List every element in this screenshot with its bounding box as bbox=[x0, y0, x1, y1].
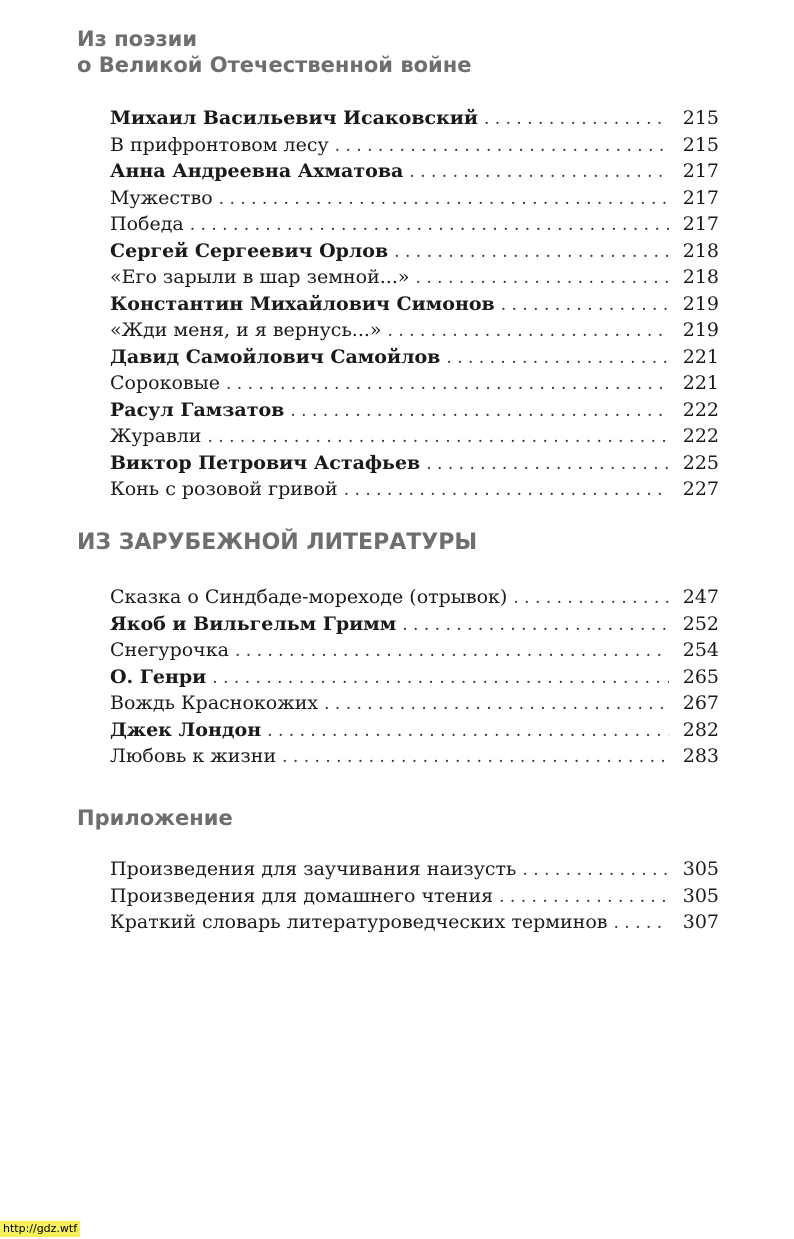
toc-entry[interactable] bbox=[110, 370, 719, 397]
toc-entry[interactable] bbox=[110, 132, 719, 159]
entry-page: 215 bbox=[669, 105, 719, 132]
entry-title: «Его зарыли в шар земной...» bbox=[110, 264, 416, 291]
section-title-appendix bbox=[77, 805, 233, 831]
toc-entry[interactable] bbox=[110, 264, 719, 291]
entry-title: Сороковые bbox=[110, 370, 226, 397]
dot-leader bbox=[522, 857, 669, 884]
toc-entry[interactable] bbox=[110, 637, 719, 664]
toc-entry[interactable] bbox=[110, 476, 719, 503]
entry-page: 222 bbox=[669, 397, 719, 424]
dot-leader bbox=[267, 718, 669, 745]
dot-leader bbox=[409, 159, 669, 186]
toc-entry[interactable] bbox=[110, 105, 719, 132]
entry-page: 282 bbox=[669, 717, 719, 744]
dot-leader bbox=[212, 665, 669, 692]
dot-leader bbox=[388, 318, 669, 345]
section-title-line: ИЗ ЗАРУБЕЖНОЙ ЛИТЕРАТУРЫ bbox=[77, 530, 478, 555]
entry-page: 305 bbox=[669, 883, 719, 910]
entry-title: Конь с розовой гривой bbox=[110, 476, 344, 503]
dot-leader bbox=[426, 451, 669, 478]
dot-leader bbox=[282, 744, 669, 771]
entry-title: Константин Михайлович Симонов bbox=[110, 291, 501, 318]
section-title-line: о Великой Отечественной войне bbox=[77, 53, 472, 77]
dot-leader bbox=[484, 106, 669, 133]
entry-page: 221 bbox=[669, 344, 719, 371]
entry-page: 225 bbox=[669, 450, 719, 477]
toc-entry[interactable] bbox=[110, 584, 719, 611]
entry-title: Сказка о Синдбаде-мореходе (отрывок) bbox=[110, 584, 513, 611]
toc-entry[interactable] bbox=[110, 317, 719, 344]
toc-entry[interactable] bbox=[110, 291, 719, 318]
dot-leader bbox=[402, 612, 669, 639]
entry-page: 219 bbox=[669, 291, 719, 318]
entry-page: 305 bbox=[669, 856, 719, 883]
toc-entry[interactable] bbox=[110, 238, 719, 265]
toc-entry[interactable] bbox=[110, 423, 719, 450]
toc-entry[interactable] bbox=[110, 158, 719, 185]
entry-title: Давид Самойлович Самойлов bbox=[110, 344, 446, 371]
dot-leader bbox=[324, 691, 669, 718]
entry-page: 307 bbox=[669, 909, 719, 936]
toc-entry[interactable] bbox=[110, 344, 719, 371]
entry-title: Произведения для заучивания наизусть bbox=[110, 856, 522, 883]
entry-title: Анна Андреевна Ахматова bbox=[110, 158, 409, 185]
entry-page: 283 bbox=[669, 743, 719, 770]
entry-title: Произведения для домашнего чтения bbox=[110, 883, 499, 910]
entry-title: Михаил Васильевич Исаковский bbox=[110, 105, 484, 132]
section-title-foreign bbox=[77, 530, 477, 556]
dot-leader bbox=[226, 371, 669, 398]
dot-leader bbox=[416, 265, 669, 292]
entry-page: 265 bbox=[669, 664, 719, 691]
section-title-line: Приложение bbox=[77, 806, 233, 830]
dot-leader bbox=[513, 585, 669, 612]
entry-page: 227 bbox=[669, 476, 719, 503]
entry-page: 218 bbox=[669, 238, 719, 265]
entry-title: Якоб и Вильгельм Гримм bbox=[110, 611, 402, 638]
entry-title: Сергей Сергеевич Орлов bbox=[110, 238, 394, 265]
toc-entry[interactable] bbox=[110, 211, 719, 238]
entry-title: Джек Лондон bbox=[110, 717, 267, 744]
entry-title: Виктор Петрович Астафьев bbox=[110, 450, 426, 477]
entry-page: 215 bbox=[669, 132, 719, 159]
toc-list-appendix bbox=[110, 856, 719, 936]
entry-page: 247 bbox=[669, 584, 719, 611]
toc-entry[interactable] bbox=[110, 185, 719, 212]
toc-list-foreign bbox=[110, 584, 719, 770]
entry-title: В прифронтовом лесу bbox=[110, 132, 335, 159]
entry-title: «Жди меня, и я вернусь...» bbox=[110, 317, 388, 344]
entry-title: Победа bbox=[110, 211, 190, 238]
dot-leader bbox=[190, 212, 669, 239]
toc-entry[interactable] bbox=[110, 909, 719, 936]
dot-leader bbox=[446, 345, 669, 372]
entry-title: Мужество bbox=[110, 185, 219, 212]
section-title-poetry bbox=[77, 26, 472, 78]
entry-page: 254 bbox=[669, 637, 719, 664]
toc-entry[interactable] bbox=[110, 743, 719, 770]
entry-title: Журавли bbox=[110, 423, 207, 450]
entry-page: 222 bbox=[669, 423, 719, 450]
toc-entry[interactable] bbox=[110, 664, 719, 691]
entry-page: 219 bbox=[669, 317, 719, 344]
section-title-line: Из поэзии bbox=[77, 27, 198, 51]
toc-entry[interactable] bbox=[110, 690, 719, 717]
dot-leader bbox=[235, 638, 669, 665]
watermark-link[interactable]: http://gdz.wtf bbox=[0, 1221, 80, 1237]
entry-title: Любовь к жизни bbox=[110, 743, 282, 770]
toc-entry[interactable] bbox=[110, 450, 719, 477]
entry-title: Вождь Краснокожих bbox=[110, 690, 324, 717]
dot-leader bbox=[219, 186, 669, 213]
dot-leader bbox=[290, 398, 669, 425]
dot-leader bbox=[344, 477, 669, 504]
entry-page: 218 bbox=[669, 264, 719, 291]
entry-page: 252 bbox=[669, 611, 719, 638]
dot-leader bbox=[207, 424, 669, 451]
entry-title: Снегурочка bbox=[110, 637, 235, 664]
toc-entry[interactable] bbox=[110, 397, 719, 424]
entry-title: Расул Гамзатов bbox=[110, 397, 290, 424]
dot-leader bbox=[394, 239, 669, 266]
entry-title: О. Генри bbox=[110, 664, 212, 691]
dot-leader bbox=[613, 910, 669, 937]
toc-entry[interactable] bbox=[110, 883, 719, 910]
entry-page: 267 bbox=[669, 690, 719, 717]
toc-entry[interactable] bbox=[110, 611, 719, 638]
toc-entry[interactable] bbox=[110, 717, 719, 744]
entry-page: 217 bbox=[669, 185, 719, 212]
entry-page: 217 bbox=[669, 211, 719, 238]
dot-leader bbox=[499, 884, 669, 911]
entry-page: 221 bbox=[669, 370, 719, 397]
entry-page: 217 bbox=[669, 158, 719, 185]
toc-list-poetry bbox=[110, 105, 719, 503]
dot-leader bbox=[335, 133, 669, 160]
entry-title: Краткий словарь литературоведческих терминов bbox=[110, 909, 613, 936]
dot-leader bbox=[501, 292, 669, 319]
toc-entry[interactable] bbox=[110, 856, 719, 883]
